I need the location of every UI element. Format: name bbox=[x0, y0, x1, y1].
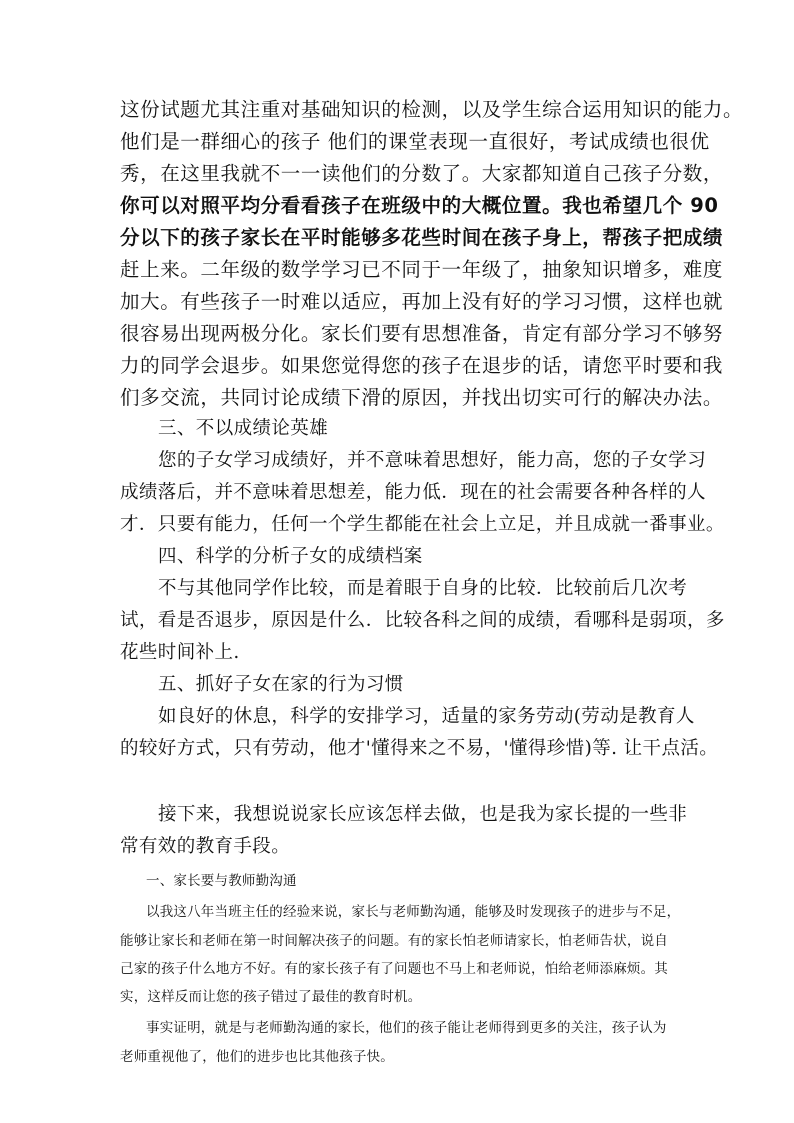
section-heading: 四、科学的分析子女的成绩档案 bbox=[158, 546, 423, 567]
paragraph-line: 很容易出现两极分化。家长们要有思想准备，肯定有部分学习不够努 bbox=[120, 322, 724, 345]
paragraph-line: 他们是一群细心的孩子 他们的课堂表现一直很好，考试成绩也很优 bbox=[120, 130, 710, 153]
paragraph-line: 己家的孩子什么地方不好。有的家长孩子有了问题也不马上和老师说，怕给老师添麻烦。其 bbox=[120, 961, 668, 977]
paragraph-line: 您的子女学习成绩好，并不意味着思想好，能力高，您的子女学习 bbox=[158, 450, 707, 471]
paragraph-line: 常有效的教育手段。 bbox=[120, 836, 291, 857]
paragraph-line: 实，这样反而让您的孩子错过了最佳的教育时机。 bbox=[120, 989, 422, 1005]
paragraph-line: 力的同学会退步。如果您觉得您的孩子在退步的话，请您平时要和我 bbox=[120, 354, 724, 377]
paragraph-line: 如良好的休息，科学的安排学习，适量的家务劳动(劳动是教育人 bbox=[158, 706, 695, 727]
paragraph-line: 不与其他同学作比较，而是着眼于自身的比较．比较前后几次考 bbox=[158, 578, 688, 599]
paragraph-line: 秀，在这里我就不一一读他们的分数了。大家都知道自己孩子分数， bbox=[120, 162, 724, 185]
section-heading: 三、不以成绩论英雄 bbox=[158, 418, 329, 439]
paragraph-line: 花些时间补上. bbox=[120, 642, 240, 663]
paragraph-line: 加大。有些孩子一时难以适应，再加上没有好的学习习惯，这样也就 bbox=[120, 290, 724, 313]
paragraph-line: 接下来，我想说说家长应该怎样去做，也是我为家长提的一些非 bbox=[158, 804, 688, 825]
paragraph-line: 成绩落后，并不意味着思想差，能力低．现在的社会需要各种各样的人 bbox=[120, 482, 706, 503]
paragraph-line: 这份试题尤其注重对基础知识的检测，以及学生综合运用知识的能力。 bbox=[120, 98, 744, 121]
paragraph-line: 以我这八年当班主任的经验来说，家长与老师勤沟通，能够及时发现孩子的进步与不足， bbox=[146, 904, 681, 920]
paragraph-line: 事实证明，就是与老师勤沟通的家长，他们的孩子能让老师得到更多的关注，孩子认为 bbox=[146, 1020, 667, 1036]
paragraph-line: 的较好方式，只有劳动，他才'懂得来之不易，'懂得珍惜)等. 让干点活。 bbox=[120, 738, 719, 759]
paragraph-line: 试，看是否退步，原因是什么．比较各科之间的成绩，看哪科是弱项，多 bbox=[120, 610, 725, 631]
section-heading: 一、家长要与教师勤沟通 bbox=[146, 873, 297, 889]
paragraph-line: 们多交流，共同讨论成绩下滑的原因，并找出切实可行的解决办法。 bbox=[120, 386, 724, 409]
paragraph-line: 赶上来。二年级的数学学习已不同于一年级了，抽象知识增多，难度 bbox=[120, 258, 724, 281]
section-heading: 五、抓好子女在家的行为习惯 bbox=[158, 674, 404, 695]
paragraph-line: 你可以对照平均分看看孩子在班级中的大概位置。我也希望几个 90 bbox=[120, 194, 719, 217]
paragraph-line: 才．只要有能力，任何一个学生都能在社会上立足，并且成就一番事业。 bbox=[120, 514, 725, 535]
paragraph-line: 老师重视他了，他们的进步也比其他孩子快。 bbox=[120, 1049, 394, 1065]
paragraph-line: 能够让家长和老师在第一时间解决孩子的问题。有的家长怕老师请家长，怕老师告状，说自 bbox=[120, 933, 668, 949]
paragraph-line: 分以下的孩子家长在平时能够多花些时间在孩子身上，帮孩子把成绩 bbox=[120, 226, 724, 249]
